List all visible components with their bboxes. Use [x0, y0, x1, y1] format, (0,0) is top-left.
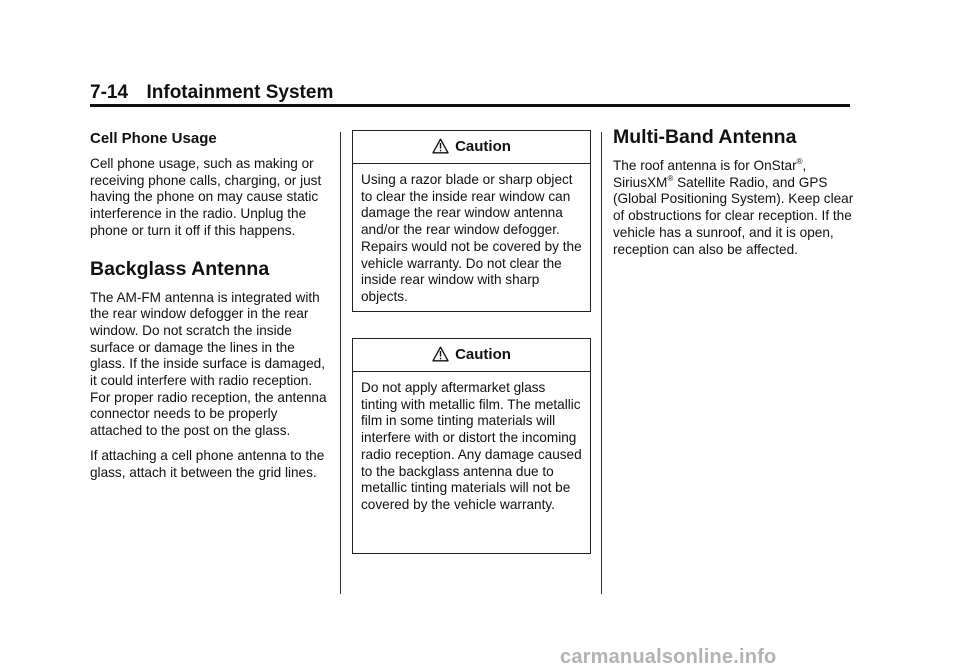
page-number: 7-14: [90, 82, 129, 103]
caution-box-1: [352, 130, 591, 312]
backglass-antenna-heading: Backglass Antenna: [90, 257, 270, 280]
left-column: [90, 122, 330, 489]
page-title: Infotainment System: [146, 82, 334, 103]
text-segment: The roof antenna is for OnStar: [613, 158, 797, 173]
column-divider: [601, 132, 602, 594]
text-segment: Satellite Radio, and GPS (Global Positioning System). Keep clear of obstructions for clear reception. If the vehicle has a sunroof, and it is open, reception can also be affected.: [613, 174, 854, 257]
header-rule: [90, 104, 850, 107]
column-divider: [340, 132, 341, 594]
right-column: [613, 122, 858, 266]
warning-triangle-icon: [432, 138, 449, 154]
multi-band-antenna-heading: Multi-Band Antenna: [613, 126, 797, 148]
page-header: [90, 80, 850, 106]
caution-box-2: [352, 338, 591, 554]
multi-band-paragraph: [613, 158, 858, 258]
caution-header: [353, 131, 590, 164]
backglass-paragraph-1: The AM-FM antenna is integrated with the rear window defogger in the rear window. Do not scratch the inside surface or damage the lines in the glass. If the inside surface is damaged, it could interfere with radio reception. For proper radio reception, the antenna connector needs to be properly attached to the post on the glass.: [90, 289, 327, 439]
backglass-paragraph-2: If attaching a cell phone antenna to the glass, attach it between the grid lines.: [90, 447, 325, 480]
registered-mark: ®: [796, 157, 803, 166]
caution-text: Do not apply aftermarket glass tinting with metallic film. The metallic film in some tinting materials will interfere with or distort the incoming radio reception. Any damage caused to the backglass antenna due to metallic tinting materials will not be covered by the vehicle warranty.: [361, 380, 582, 512]
watermark: carmanualsonline.info: [560, 646, 777, 668]
cell-phone-paragraph: Cell phone usage, such as making or receiving phone calls, charging, or just having the phone on may cause static interference in the radio. Unplug the phone or turn it off if this happens.: [90, 156, 322, 238]
cell-phone-heading: Cell Phone Usage: [90, 130, 217, 147]
text-segment: , SiriusXM: [613, 158, 807, 190]
caution-text: Using a razor blade or sharp object to clear the inside rear window can damage the rear window antenna and/or the rear window defogger. Repairs would not be covered by the vehicle warranty. Do not clear the inside rear window with sharp objects.: [361, 172, 582, 304]
warning-triangle-icon: [432, 346, 449, 362]
caution-label: Caution: [455, 346, 511, 363]
registered-mark: ®: [667, 173, 674, 183]
caution-header: [353, 339, 590, 372]
caution-label: Caution: [455, 138, 511, 155]
